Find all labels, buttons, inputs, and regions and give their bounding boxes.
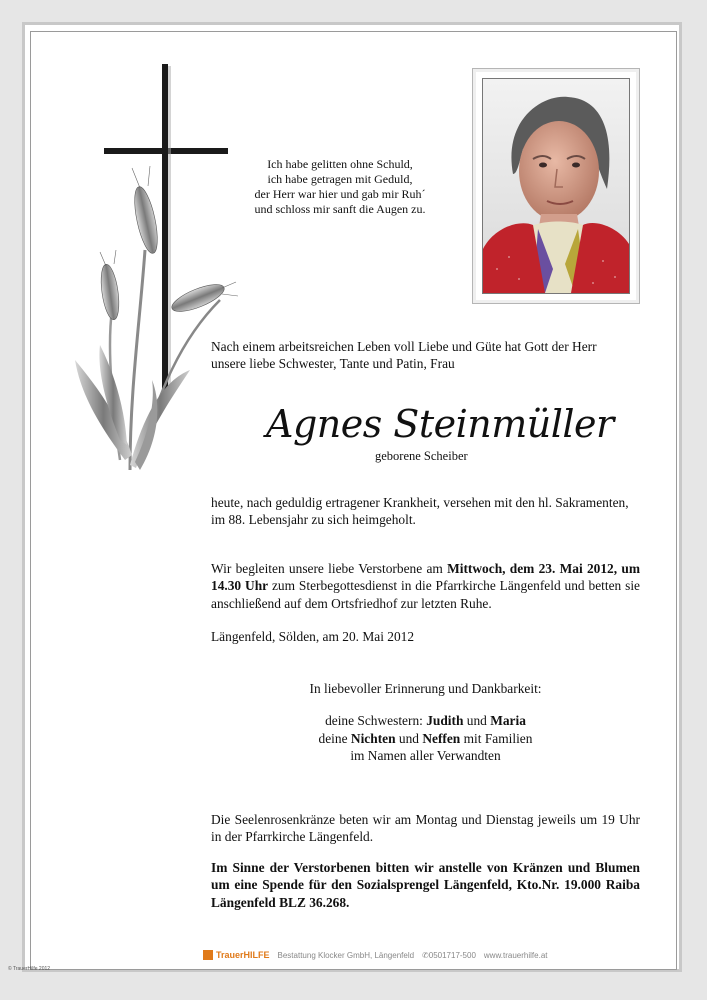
poem-line: Ich habe gelitten ohne Schuld,: [267, 157, 413, 171]
cross-vertical-beam: [162, 64, 168, 394]
intro-line: unsere liebe Schwester, Tante und Patin, Frau: [211, 356, 455, 372]
rosary-info: Die Seelenrosenkränze beten wir am Montag und Dienstag jeweils um 19 Uhr in der Pfarrkirche Längenfeld.: [211, 812, 640, 845]
funeral-time: um 14.30 Uhr: [211, 561, 640, 594]
maiden-name: geborene Scheiber: [375, 449, 468, 463]
copyright: © TrauerHilfe 2012: [8, 966, 51, 972]
funeral-info: [211, 560, 640, 612]
cross-wheat-icon: [70, 60, 240, 480]
footer-phone: ✆0501717-500: [422, 950, 476, 960]
mourners-heading: In liebevoller Erinnerung und Dankbarkeit:: [309, 681, 542, 696]
nephews-label: Neffen: [422, 730, 461, 746]
footer-web[interactable]: www.trauerhilfe.at: [483, 950, 548, 960]
relatives-line: im Namen aller Verwandten: [350, 748, 501, 763]
brand-logo: TrauerHILFE: [203, 950, 270, 960]
portrait-photo: [482, 78, 630, 294]
nieces-label: Nichten: [350, 730, 396, 746]
death-note-line: heute, nach geduldig ertragener Krankheit, versehen mit den hl. Sakramenten,: [211, 495, 629, 510]
poem-line: ich habe getragen mit Geduld,: [267, 172, 413, 186]
mourners-list: [211, 712, 640, 765]
footer: [203, 950, 548, 960]
brand-mark-icon: [203, 950, 213, 960]
poem-line: und schloss mir sanft die Augen zu.: [254, 202, 426, 216]
sister-name: Judith: [426, 713, 464, 728]
sisters-line: deine Schwestern: Judith und Maria: [325, 713, 526, 728]
intro-line: Nach einem arbeitsreichen Leben voll Liebe und Güte hat Gott der Herr: [211, 339, 597, 354]
donation-info: Im Sinne der Verstorbenen bitten wir anstelle von Kränzen und Blumen um eine Spende für den Sozialsprengel Längenfeld, Kto.Nr. 19.000 Raiba Längenfeld BLZ 36.268.: [211, 860, 640, 910]
deceased-name: Agnes Steinmüller: [266, 402, 614, 446]
cross-horizontal-beam: [104, 148, 228, 154]
sister-name: Maria: [490, 713, 526, 728]
footer-company: Bestattung Klocker GmbH, Längenfeld: [277, 950, 415, 960]
funeral-date: Mittwoch, dem 23. Mai 2012,: [447, 561, 618, 576]
place-date: Längenfeld, Sölden, am 20. Mai 2012: [211, 629, 415, 644]
poem: [230, 157, 450, 217]
poem-line: der Herr war hier und gab mir Ruh´: [254, 187, 426, 201]
death-note-line: im 88. Lebensjahr zu sich heimgeholt.: [211, 512, 416, 528]
funeral-pre: Wir begleiten unsere liebe Verstorbene am: [211, 561, 448, 576]
portrait-frame: [472, 68, 640, 304]
death-note: [211, 494, 640, 529]
intro-text: [211, 338, 640, 373]
nieces-line: deine Nichten und Neffen mit Familien: [318, 730, 533, 746]
funeral-post: zum Sterbegottesdienst in die Pfarrkirche Längenfeld und betten sie anschließend auf dem Ortsfriedhof zur letzten Ruhe.: [211, 578, 641, 611]
